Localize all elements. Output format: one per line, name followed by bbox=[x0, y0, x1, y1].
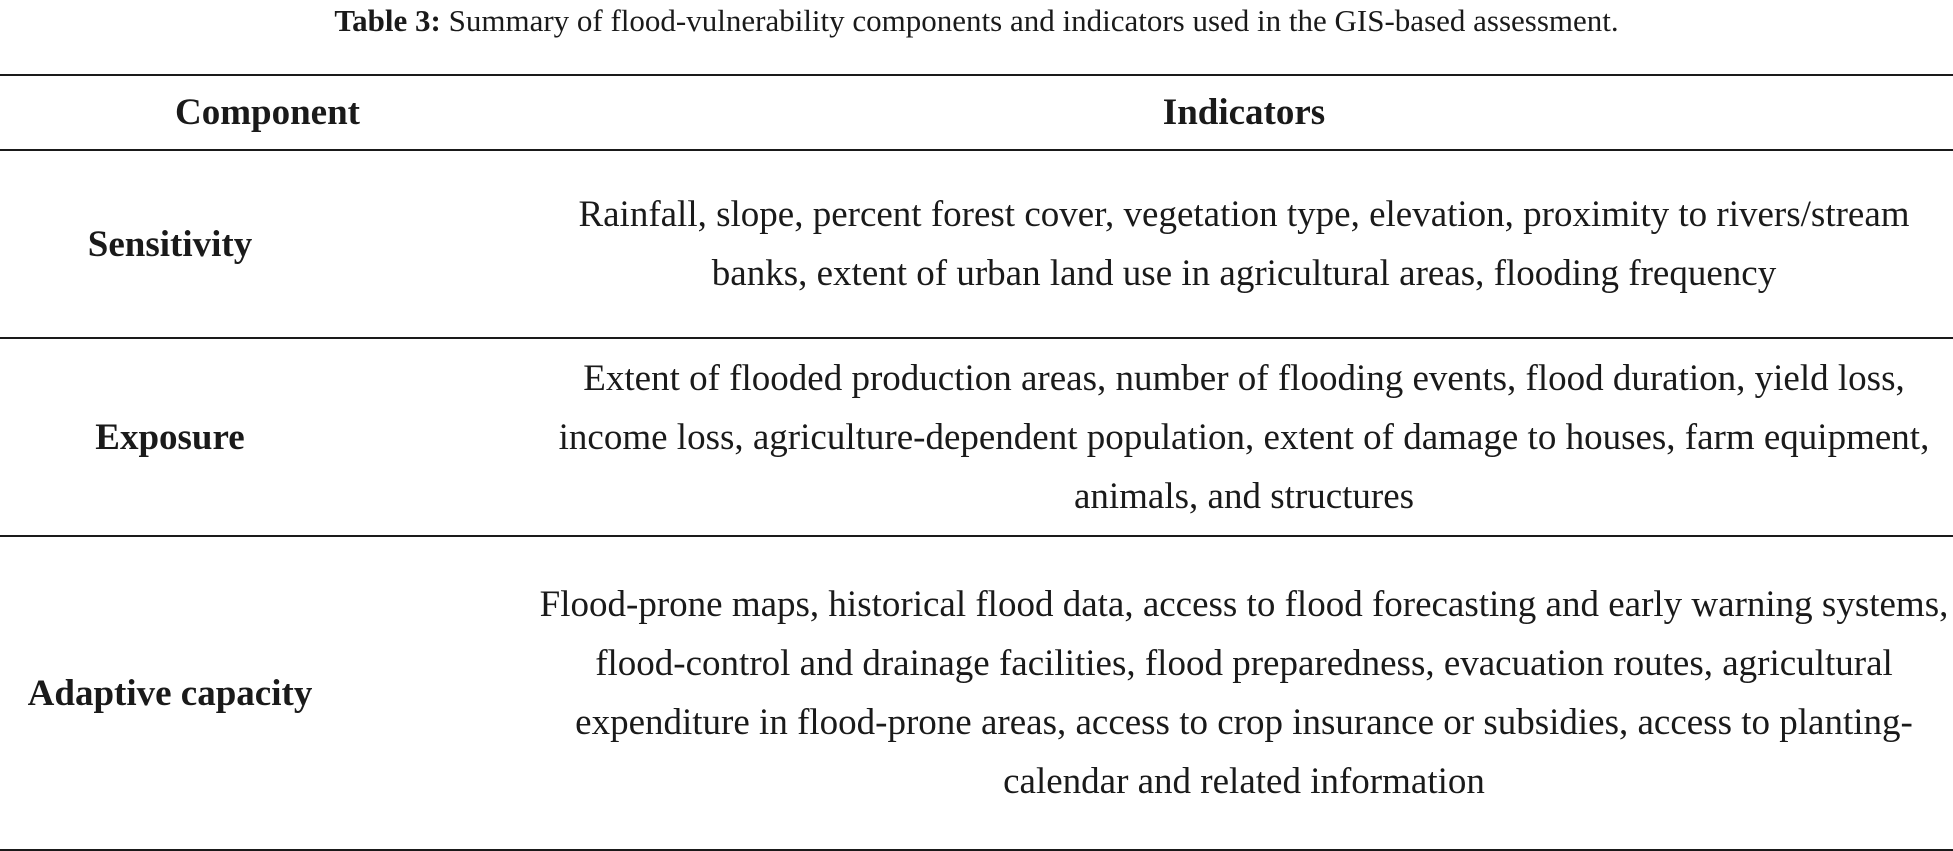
header-component: Component bbox=[0, 75, 535, 150]
component-cell bbox=[0, 536, 535, 850]
indicators-text: Rainfall, slope, percent forest cover, vegetation type, elevation, proximity to rivers/stream banks, extent of urban land use in agricultural areas, flooding frequency bbox=[578, 194, 1910, 294]
table-row bbox=[0, 338, 1953, 536]
table-row bbox=[0, 536, 1953, 850]
header-row bbox=[0, 75, 1953, 150]
table-caption bbox=[0, 0, 1953, 42]
vulnerability-table bbox=[0, 74, 1953, 851]
table-container bbox=[0, 74, 1953, 851]
indicators-cell bbox=[535, 536, 1953, 850]
component-cell bbox=[0, 150, 535, 338]
caption-label: Table 3: bbox=[334, 3, 441, 38]
indicators-cell bbox=[535, 150, 1953, 338]
component-label: Adaptive capacity bbox=[27, 672, 313, 714]
indicators-text: Extent of flooded production areas, number of flooding events, flood duration, yield loss, income loss, agriculture-dependent population, extent of damage to houses, farm equipment, animals, and structures bbox=[558, 357, 1930, 517]
table-row bbox=[0, 150, 1953, 338]
component-label: Exposure bbox=[95, 416, 245, 458]
component-cell bbox=[0, 338, 535, 536]
indicators-cell bbox=[535, 338, 1953, 536]
component-label: Sensitivity bbox=[87, 223, 253, 265]
indicators-text: Flood-prone maps, historical flood data, access to flood forecasting and early warning systems, flood-control and drainage facilities, flood preparedness, evacuation routes, agricultural expenditure in flood-prone areas, access to crop insurance or subsidies, access to planting-calendar and related information bbox=[539, 584, 1949, 802]
caption-text: Summary of flood-vulnerability components and indicators used in the GIS-based assessment. bbox=[448, 3, 1619, 38]
header-indicators: Indicators bbox=[535, 75, 1953, 150]
